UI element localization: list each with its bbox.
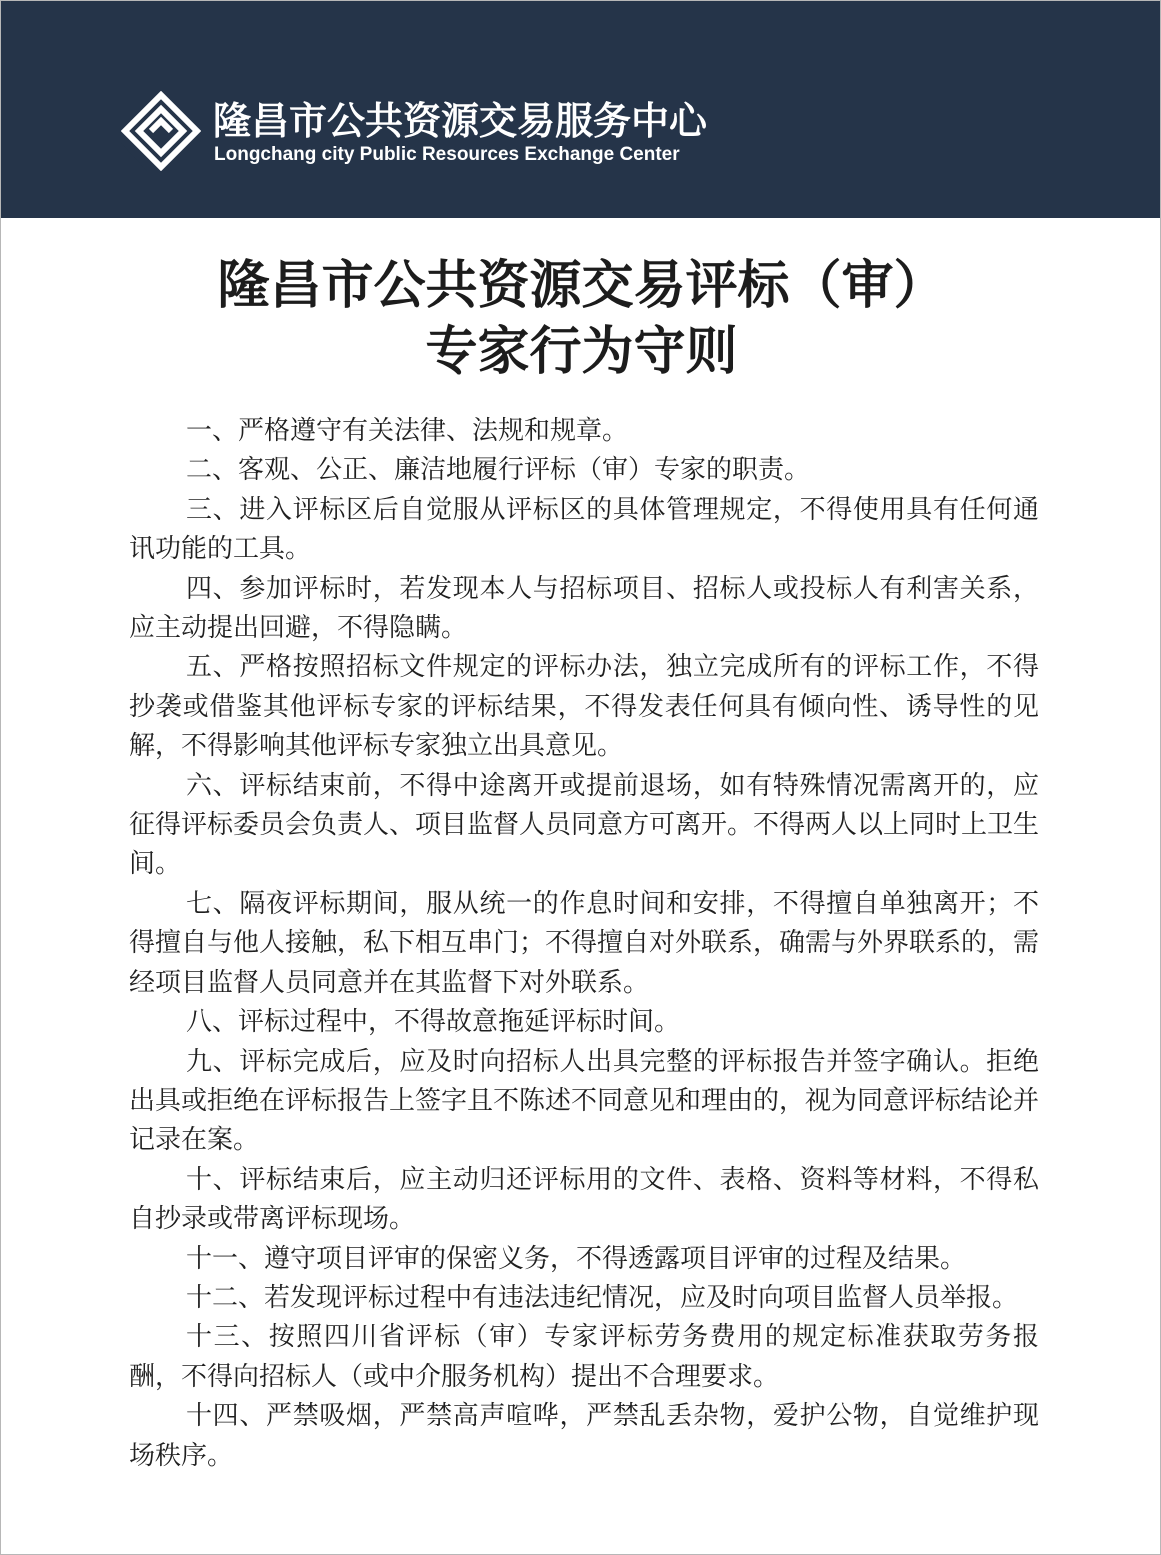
org-name-english: Longchang city Public Resources Exchange Center bbox=[214, 144, 680, 165]
rule-item: 七、隔夜评标期间，服从统一的作息时间和安排，不得擅自单独离开；不得擅自与他人接触，私下相互串门；不得擅自对外联系，确需与外界联系的，需经项目监督人员同意并在其监督下对外联系。 bbox=[129, 888, 1040, 998]
title-line-2: 专家行为守则 bbox=[425, 322, 738, 382]
title-line-1: 隆昌市公共资源交易评标（审） bbox=[217, 256, 946, 316]
rule-item: 一、严格遵守有关法律、法规和规章。 bbox=[186, 416, 629, 446]
rule-item: 十三、按照四川省评标（审）专家评标劳务费用的规定标准获取劳务报酬，不得向招标人（或中介服务机构）提出不合理要求。 bbox=[129, 1322, 1039, 1392]
rule-item: 三、进入评标区后自觉服从评标区的具体管理规定，不得使用具有任何通讯功能的工具。 bbox=[129, 494, 1039, 565]
rule-item: 六、评标结束前，不得中途离开或提前退场，如有特殊情况需离开的，应征得评标委员会负责人、项目监督人员同意方可离开。不得两人以上同时上卫生间。 bbox=[129, 770, 1040, 880]
rule-item: 五、严格按照招标文件规定的评标办法，独立完成所有的评标工作，不得抄袭或借鉴其他评标专家的评标结果，不得发表任何具有倾向性、诱导性的见解，不得影响其他评标专家独立出具意见。 bbox=[129, 652, 1039, 762]
rule-item: 十、评标结束后，应主动归还评标用的文件、表格、资料等材料，不得私自抄录或带离评标现场。 bbox=[129, 1164, 1039, 1235]
page-title bbox=[1, 253, 1161, 385]
header-banner bbox=[1, 1, 1161, 218]
rules-list bbox=[129, 412, 1039, 1476]
diamond-logo-icon bbox=[121, 91, 201, 171]
rule-item: 四、参加评标时，若发现本人与招标项目、招标人或投标人有利害关系，应主动提出回避，不得隐瞒。 bbox=[129, 573, 1039, 644]
rule-item: 十四、严禁吸烟，严禁高声喧哗，严禁乱丢杂物，爱护公物，自觉维护现场秩序。 bbox=[129, 1401, 1039, 1471]
rule-item: 十一、遵守项目评审的保密义务，不得透露项目评审的过程及结果。 bbox=[186, 1243, 967, 1274]
rule-item: 九、评标完成后，应及时向招标人出具完整的评标报告并签字确认。拒绝出具或拒绝在评标报告上签字且不陈述不同意见和理由的，视为同意评标结论并记录在案。 bbox=[129, 1046, 1040, 1156]
rule-item: 十二、若发现评标过程中有违法违纪情况，应及时向项目监督人员举报。 bbox=[186, 1282, 1019, 1313]
org-name-chinese: 隆昌市公共资源交易服务中心 bbox=[213, 99, 708, 143]
rule-item: 二、客观、公正、廉洁地履行评标（审）专家的职责。 bbox=[186, 455, 811, 486]
rule-item: 八、评标过程中，不得故意拖延评标时间。 bbox=[186, 1007, 681, 1038]
